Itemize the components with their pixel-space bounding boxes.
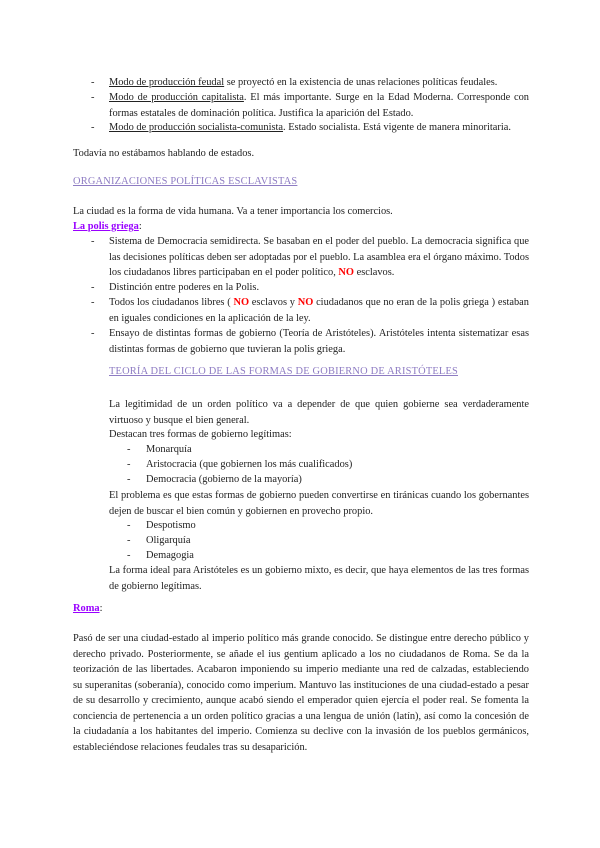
tyrannical-form-item: Oligarquía [146,535,191,546]
section-heading-slavery: ORGANIZACIONES POLÍTICAS ESCLAVISTAS [73,176,298,187]
city-intro-text: La ciudad es la forma de vida humana. Va a tener importancia los comercios. [73,206,393,217]
bullet-dash: - [127,550,131,561]
tyrannical-form-item: Demagogia [146,550,194,561]
polis-item-powers: Distinción entre poderes en la Polis. [109,282,260,293]
roma-text: Pasó de ser una ciudad-estado al imperio político más grande conocido. Se distingue entre derecho público y derecho privado. Posteriormente, se añade el ius gentium aplicado a los no ciudadanos de Roma. Se da la teorización de las libertades. Acabaron imponiendo su imperio mediante una red de calzadas, estableciendo su superanitas (soberanía), conocido como imperium. Mantuvo las instituciones de una ciudad-estado a pesar de su desarrollo y crecimiento, aunque acabó siendo el emperador quien ejercía el poder real. Se fomenta la conciencia de pertenencia a un orden político gracias a una lengua de unión (latín), así como la concesión de la ciudadanía a los habitantes del imperio. Comienza su declive con la invasión de los pueblos germánicos, estableciéndose relaciones feudales tras su desaparición. [73,633,529,753]
bullet-dash: - [127,444,131,455]
roma-colon: : [99,603,103,614]
no-states-text: Todavía no estábamos hablando de estados. [73,148,255,159]
bullet-dash: - [127,474,131,485]
bullet-dash: - [91,92,95,103]
bullet-dash: - [91,77,95,88]
mode-text: . Estado socialista. Está vigente de manera minoritaria. [283,122,511,133]
bullet-dash: - [127,459,131,470]
polis-item-aristotle: Ensayo de distintas formas de gobierno (Teoría de Aristóteles). Aristóteles intenta sistematizar esas distintas formas de gobierno que tuvieran la polis griega. [109,328,529,355]
legit-form-item: Democracia (gobierno de la mayoría) [146,474,302,485]
bullet-dash: - [91,328,95,339]
polis-text: ciudadanos que no eran de la polis griega ) estaban en iguales condiciones en la aplicación de la ley. [109,297,529,324]
legit-forms-intro: Destacan tres formas de gobierno legítimas: [109,429,292,440]
legit-form-item: Monarquía [146,444,192,455]
problem-text: El problema es que estas formas de gobierno pueden convertirse en tiránicas cuando los gobernantes dejen de buscar el bien común y gobiernen en provecho propio. [109,490,529,517]
mode-term: Modo de producción capitalista [109,92,244,103]
ideal-text: La forma ideal para Aristóteles es un gobierno mixto, es decir, que haya elementos de las tres formas de gobierno legítimas. [109,565,529,592]
legit-form-item: Aristocracia (que gobiernen los más cualificados) [146,459,353,470]
mode-text: . El más importante. Surge en la Edad Moderna. Corresponde con formas estatales de dominación política. Justifica la aparición del Estado. [109,92,529,119]
mode-term: Modo de producción socialista-comunista [109,122,284,133]
mode-capitalist [109,90,529,121]
mode-term: Modo de producción feudal [109,77,225,88]
bullet-dash: - [127,520,131,531]
bullet-dash: - [127,535,131,546]
polis-text: esclavos. [353,267,395,278]
no-highlight: NO [338,267,354,278]
mode-text: se proyectó en la existencia de unas relaciones políticas feudales. [224,77,498,88]
bullet-dash: - [91,122,95,133]
bullet-dash: - [91,282,95,293]
polis-text: Sistema de Democracia semidirecta. Se basaban en el poder del pueblo. La democracia significa que las decisiones políticas deben ser adoptadas por el pueblo. La asamblea era el órgano máximo. Todos los ciudadanos libres participaban en el poder político, [109,236,529,278]
polis-colon: : [138,221,142,232]
no-highlight: NO [297,297,314,308]
roma-label: Roma [73,603,100,614]
polis-text: Todos los ciudadanos libres ( [109,297,234,308]
bullet-dash: - [91,236,95,247]
roma-heading [73,601,102,617]
mode-feudal [109,75,529,91]
section-heading-aristotle: TEORÍA DEL CICLO DE LAS FORMAS DE GOBIERNO DE ARISTÓTELES [109,366,458,377]
no-highlight: NO [233,297,250,308]
polis-text: esclavos y [249,297,298,308]
polis-heading [73,219,142,235]
polis-item-citizens [109,295,529,326]
bullet-dash: - [91,297,95,308]
polis-item-democracy [109,234,529,281]
polis-label: La polis griega [73,221,139,232]
tyrannical-form-item: Despotismo [146,520,196,531]
legitimacy-text: La legitimidad de un orden político va a depender de que quien gobierne sea verdaderamente virtuoso y busque el bien general. [109,399,529,426]
mode-socialist [109,120,529,136]
